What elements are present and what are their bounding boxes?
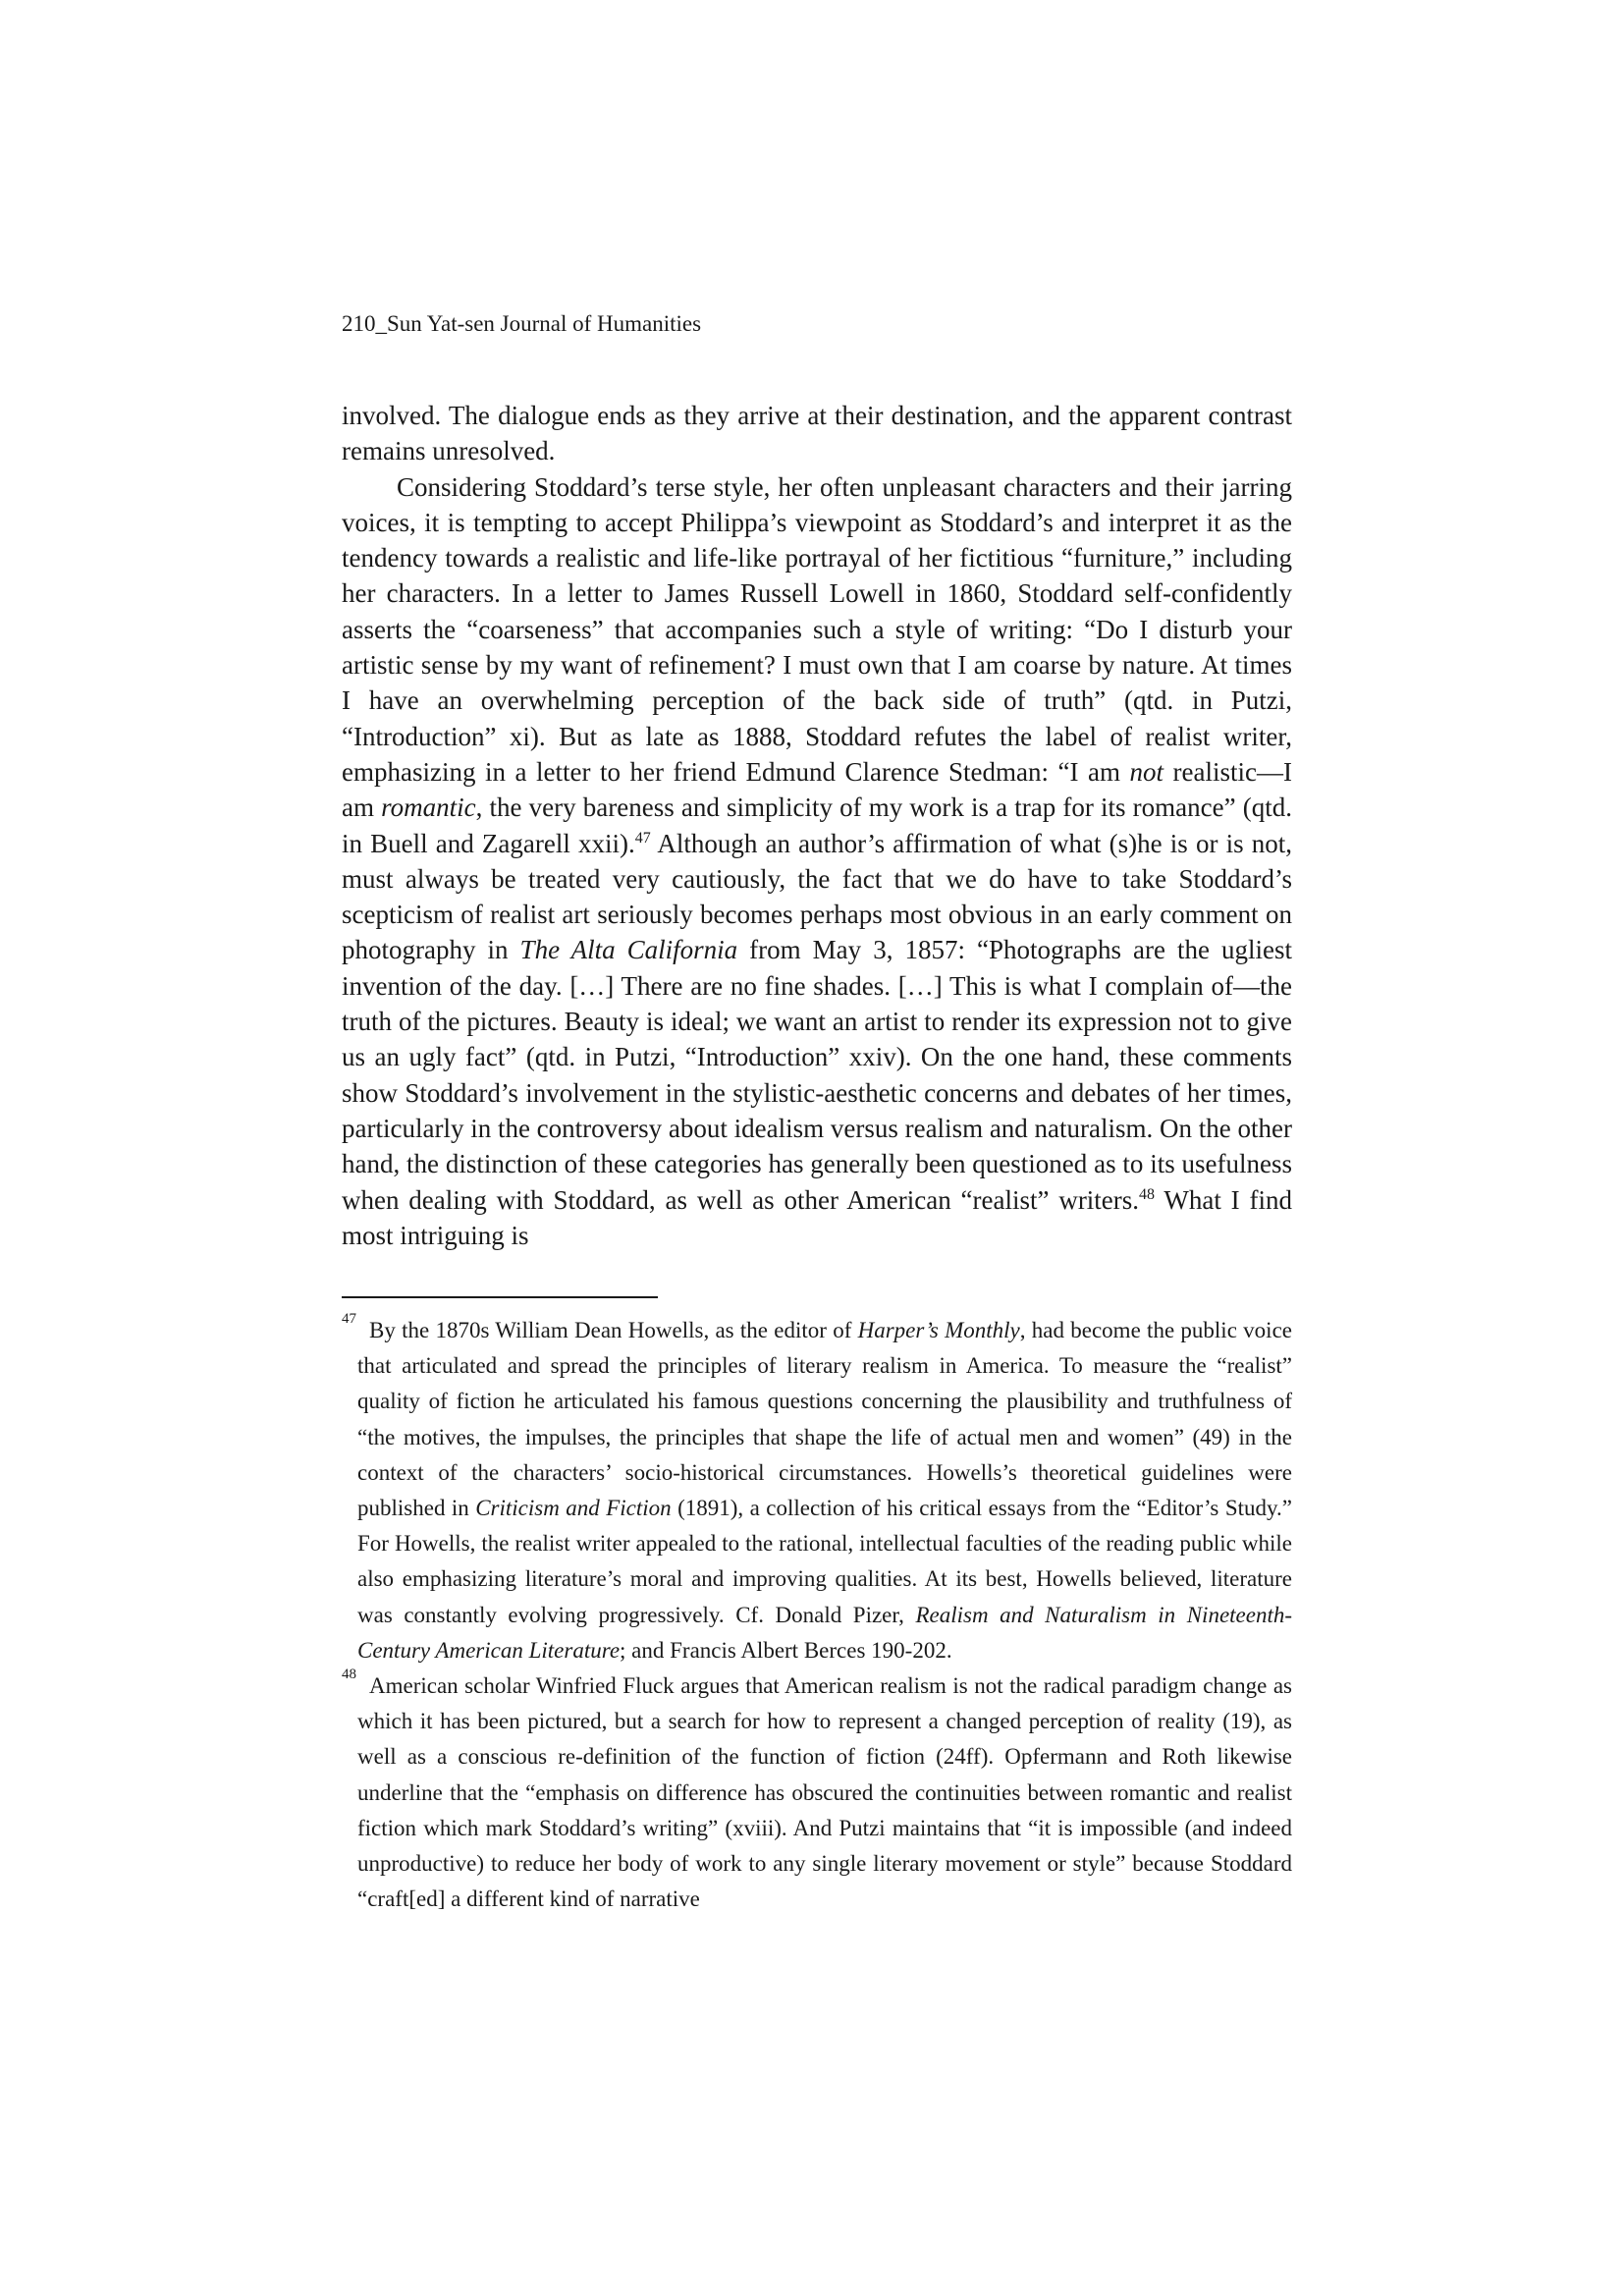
footnote-48-text-body: American scholar Winfried Fluck argues that American realism is not the radical paradigm change as which it has been pictured, but a search for how to represent a changed perception of reality (19), as well as a conscious re-definition of the function of fiction (24ff). Opfermann and Roth likewise underline that the “emphasis on difference has obscured the continuities between romantic and realist fiction which mark Stoddard’s writing” (xviii). And Putzi maintains that “it is impossible (and indeed unproductive) to reduce her body of work to any single literary movement or style” because Stoddard “craft[ed] a different kind of narrative	[357, 1673, 1292, 1912]
footnote-47-text-a: By the 1870s William Dean Howells, as the editor of	[369, 1318, 858, 1342]
title-criticism-and-fiction: Criticism and Fiction	[475, 1496, 672, 1521]
title-alta-california: The Alta California	[519, 935, 738, 965]
main-body-text	[342, 398, 1292, 1253]
footnote-47-text	[357, 1313, 1292, 1668]
title-harpers-monthly: Harper’s Monthly	[857, 1318, 1020, 1342]
footnote-47	[342, 1313, 1292, 1668]
paragraph-2-text-6: What I find most intriguing is	[342, 1184, 1292, 1250]
footnote-48-text	[357, 1668, 1292, 1917]
running-head: 210_Sun Yat-sen Journal of Humanities	[342, 311, 702, 336]
paragraph-1: involved. The dialogue ends as they arrive at their destination, and the apparent contrast remains unresolved.	[342, 401, 1292, 466]
paragraph-2-text-5: from May 3, 1857: “Photographs are the ugliest invention of the day. […] There are no fine shades. […] This is what I complain of—the truth of the pictures. Beauty is ideal; we want an artist to render its expression not to give us an ugly fact” (qtd. in Putzi, “Introduction” xxiv). On the one hand, these comments show Stoddard’s involvement in the stylistic-aesthetic concerns and debates of her times, particularly in the controversy about idealism versus realism and naturalism. On the other hand, the distinction of these categories has generally been questioned as to its usefulness when dealing with Stoddard, as well as other American “realist” writers.	[342, 935, 1293, 1215]
paragraph-2-text-1: Considering Stoddard’s terse style, her often unpleasant characters and their jarring voices, it is tempting to accept Philippa’s viewpoint as Stoddard’s and interpret it as the tendency towards a realistic and life-like portrayal of her fictitious “furniture,” including her characters. In a letter to James Russell Lowell in 1860, Stoddard self-confidently asserts the “coarseness” that accompanies such a style of writing: “Do I disturb your artistic sense by my want of refinement? I must own that I am coarse by nature. At times I have an overwhelming perception of the back side of truth” (qtd. in Putzi, “Introduction” xi). But as late as 1888, Stoddard refutes the label of realist writer, emphasizing in a letter to her friend Edmund Clarence Stedman: “I am	[342, 471, 1292, 787]
footnotes-section	[342, 1313, 1292, 1917]
emphasis-not: not	[1129, 756, 1164, 787]
footnote-divider	[342, 1296, 658, 1298]
footnote-48	[342, 1668, 1292, 1917]
paragraph-2	[342, 469, 1292, 1254]
paragraph-2-text-3: , the very bareness and simplicity of my work is a trap for its romance” (qtd. in Buell and Zagarell xxii).	[342, 793, 1292, 858]
title-realism-and-naturalism: Realism and Naturalism in Nineteenth-Century American Literature	[357, 1602, 1293, 1663]
footnote-ref-48[interactable]: 48	[1139, 1185, 1156, 1203]
footnote-47-text-b: , had become the public voice that articulated and spread the principles of literary realism in America. To measure the “realist” quality of fiction he articulated his famous questions concerning the plausibility and truthfulness of “the motives, the impulses, the principles that shape the life of actual men and women” (49) in the context of the characters’ socio-historical circumstances. Howells’s theoretical guidelines were published in	[357, 1318, 1292, 1521]
paragraph-2-text-4: Although an author’s affirmation of what (s)he is or is not, must always be treated very cautiously, the fact that we do have to take Stoddard’s scepticism of realist art seriously becomes perhaps most obvious in an early comment on photography in	[342, 828, 1292, 965]
footnote-47-text-c: (1891), a collection of his critical essays from the “Editor’s Study.” For Howells, the realist writer appealed to the rational, intellectual faculties of the reading public while also emphasizing literature’s moral and improving qualities. At its best, Howells believed, literature was constantly evolving progressively. Cf. Donald Pizer,	[357, 1496, 1292, 1627]
paragraph-2-text-2: realistic—I am	[342, 756, 1292, 823]
emphasis-romantic: romantic	[381, 793, 476, 823]
footnote-number-48: 48	[342, 1667, 356, 1683]
footnote-ref-47[interactable]: 47	[634, 829, 651, 847]
footnote-number-47: 47	[342, 1311, 356, 1327]
footnote-47-text-d: ; and Francis Albert Berces 190-202.	[620, 1637, 952, 1663]
